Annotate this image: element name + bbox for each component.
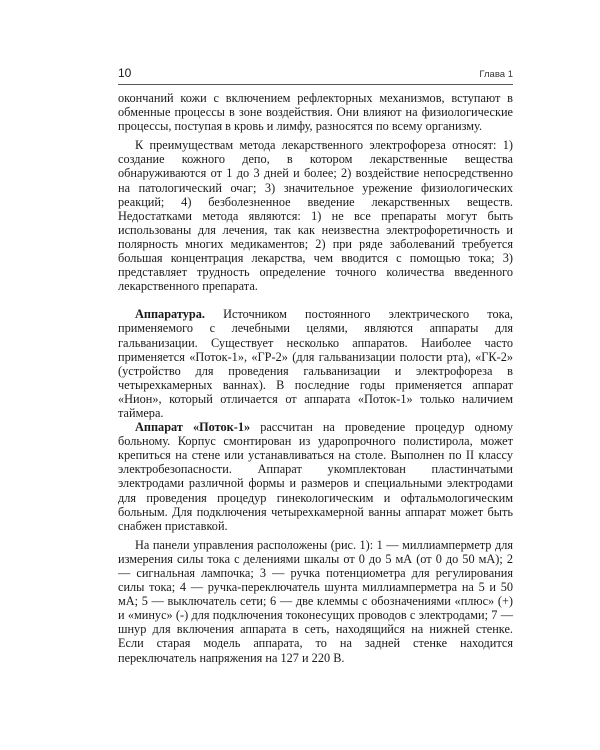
paragraph-equipment — [118, 307, 513, 420]
paragraph-continued: окончаний кожи с включением рефлекторных механизмов, вступают в обменные процессы в зоне воздействия. Они влияют на физиологические процессы, поступая в кровь и лимфу, разносятся по всему организму. — [118, 91, 513, 134]
paragraph-control-panel: На панели управления расположены (рис. 1): 1 — миллиамперметр для измерения силы тока с делениями шкалы от 0 до 5 мА (от 0 до 50 мА); 2 — сигнальная лампочка; 3 — ручка потенциометра для регулирования силы тока; 4 — ручка-переключатель шунта миллиамперметра на 5 и 50 мА; 5 — выключатель сети; 6 — две клеммы с обозначениями «плюс» (+) и «минус» (-) для подключения токонесущих проводов с электродами; 7 — шнур для включения аппарата в сеть, находящийся на нижней стенке. Если старая модель аппарата, то на задней стенке находится переключатель напряжения на 127 и 220 В. — [118, 537, 513, 665]
page-body — [118, 91, 513, 665]
page-number: 10 — [118, 66, 132, 80]
spacer — [118, 293, 513, 307]
equipment-heading: Аппаратура. — [135, 307, 205, 322]
potok-text: рассчитан на проведение процедур одному больному. Корпус смонтирован из ударопрочного полистирола, может крепиться на стене или устанавливаться на столе. Выполнен по II классу электробезопасности. Аппарат укомплектован пластинчатыми электродами различной формы и размеров и специальными электродами для проведения процедур гинекологическим и офтальмологическим больным. Для подключения четырехкамерной ванны аппарат может быть снабжен приставкой. — [118, 420, 513, 533]
running-header — [118, 66, 513, 80]
header-rule — [118, 84, 513, 85]
potok-heading: Аппарат «Поток-1» — [135, 420, 251, 435]
paragraph-potok — [118, 420, 513, 533]
chapter-title: Глава 1 — [479, 69, 513, 80]
equipment-text: Источником постоянного электрического тока, применяемого с лечебными целями, являются аппараты для гальванизации. Существует несколько аппаратов. Наиболее часто применяется «Поток-1», «ГР-2» (для гальванизации полости рта), «ГК-2» (устройство для проведения гальванизации и электрофореза в четырехкамерных ваннах). В последние годы применяется аппарат «Нион», который отличается от аппарата «Поток-1» только наличием таймера. — [118, 307, 513, 420]
paragraph-advantages: К преимуществам метода лекарственного электрофореза относят: 1) создание кожного депо, в котором лекарственные вещества обнаруживаются от 1 до 3 дней и более; 2) воздействие непосредственно на патологический очаг; 3) значительное урежение физиологических реакций; 4) безболезненное введение лекарственных веществ. Недостатками метода являются: 1) не все препараты могут быть использованы для лечения, так как неизвестна электрофоретичность и полярность многих медикаментов; 2) при ряде заболеваний требуется большая концентрация лекарства, чем вводится с помощью тока; 3) представляет трудность определение точного количества введенного лекарственного препарата. — [118, 138, 513, 294]
